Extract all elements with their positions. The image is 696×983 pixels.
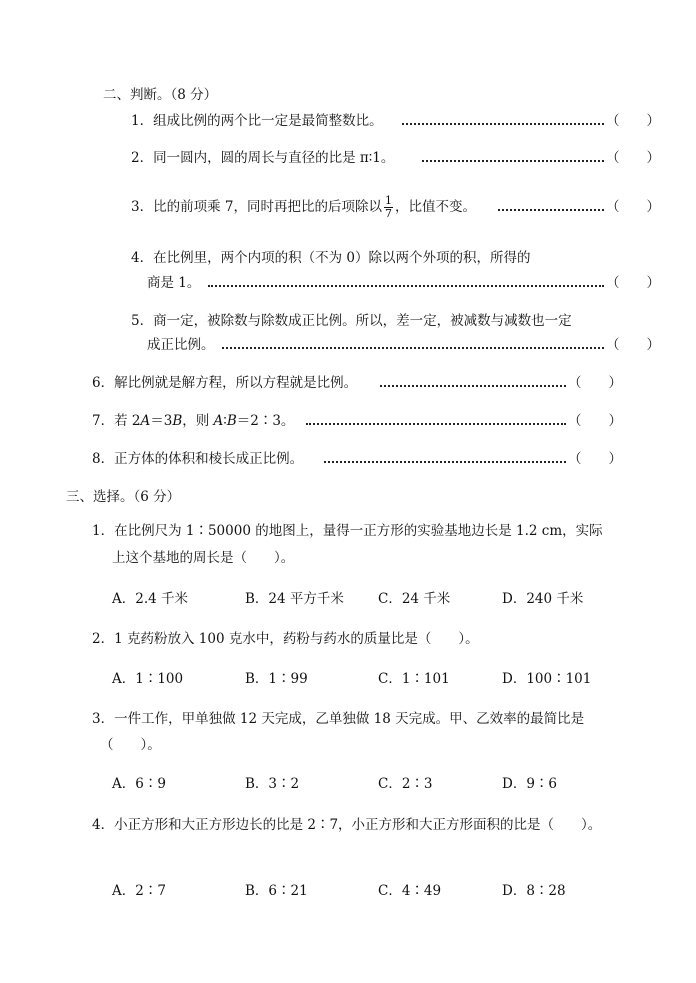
judgment-item-2: 2．同一圆内，圆的周长与直径的比是 π∶1。: [131, 150, 395, 166]
option-c[interactable]: C．2∶3: [378, 776, 433, 792]
leader-dots: [208, 285, 604, 287]
answer-blank[interactable]: （ ）: [568, 375, 622, 391]
option-b[interactable]: B．1∶99: [245, 671, 308, 687]
leader-dots: [498, 209, 604, 211]
answer-blank[interactable]: （ ）: [606, 199, 660, 215]
choice-question-3-line-2: （ ）。: [100, 737, 161, 753]
choice-question-1-line-2: 上这个基地的周长是（ ）。: [112, 550, 295, 566]
fraction-one-seventh: $\frac{1}{7}$: [384, 194, 392, 220]
leader-dots: [306, 423, 566, 425]
choice-question-3-line-1: 3．一件工作，甲单独做 12 天完成，乙单独做 18 天完成。甲、乙效率的最简比是: [92, 711, 585, 727]
option-c[interactable]: C．24 千米: [378, 591, 451, 607]
judgment-item-5-line-2: 成正比例。: [147, 337, 215, 353]
judgment-item-4-line-1: 4．在比例里，两个内项的积（不为 0）除以两个外项的积，所得的: [131, 250, 531, 266]
answer-blank[interactable]: （ ）: [606, 337, 660, 353]
option-d[interactable]: D．100∶101: [502, 671, 592, 687]
leader-dots: [402, 123, 604, 125]
option-a[interactable]: A．1∶100: [112, 671, 184, 687]
answer-blank[interactable]: （ ）: [568, 413, 622, 429]
answer-blank[interactable]: （ ）: [606, 113, 660, 129]
choice-question-4: 4．小正方形和大正方形边长的比是 2∶7，小正方形和大正方形面积的比是（ ）。: [92, 817, 602, 833]
judgment-item-6: 6．解比例就是解方程，所以方程就是比例。: [92, 375, 358, 391]
option-c[interactable]: C．1∶101: [378, 671, 450, 687]
choice-question-2: 2．1 克药粉放入 100 克水中，药粉与药水的质量比是（ ）。: [92, 631, 479, 647]
answer-blank[interactable]: （ ）: [568, 451, 622, 467]
leader-dots: [380, 385, 566, 387]
judgment-item-1: 1．组成比例的两个比一定是最简整数比。: [131, 113, 383, 129]
option-c[interactable]: C．4∶49: [378, 883, 442, 899]
option-b[interactable]: B．6∶21: [245, 883, 308, 899]
answer-blank[interactable]: （ ）: [606, 150, 660, 166]
option-b[interactable]: B．3∶2: [245, 776, 300, 792]
judgment-item-7: 7．若 2A＝3B，则 A∶B＝2∶3。: [92, 413, 295, 429]
judgment-item-8: 8．正方体的体积和棱长成正比例。: [92, 451, 304, 467]
option-b[interactable]: B．24 平方千米: [245, 591, 344, 607]
option-a[interactable]: A．2.4 千米: [112, 591, 189, 607]
option-d[interactable]: D．9∶6: [502, 776, 558, 792]
leader-dots: [222, 347, 604, 349]
judgment-item-4-line-2: 商是 1。: [147, 275, 201, 291]
answer-blank[interactable]: （ ）: [606, 275, 660, 291]
judgment-item-5-line-1: 5．商一定，被除数与除数成正比例。所以，差一定，被减数与减数也一定: [131, 313, 572, 329]
option-d[interactable]: D．240 千米: [502, 591, 584, 607]
section-2-heading: 二、判断。（8 分）: [103, 87, 218, 103]
leader-dots: [324, 461, 566, 463]
judgment-item-3: 3．比的前项乘 7，同时再把比的后项除以 $\frac{1}{7}$ ，比值不变。: [131, 194, 476, 220]
option-a[interactable]: A．2∶7: [112, 883, 166, 899]
option-a[interactable]: A．6∶9: [112, 776, 166, 792]
option-d[interactable]: D．8∶28: [502, 883, 566, 899]
choice-question-1-line-1: 1．在比例尺为 1∶50000 的地图上，量得一正方形的实验基地边长是 1.2 cm，实际: [92, 523, 603, 539]
leader-dots: [422, 160, 604, 162]
section-3-heading: 三、选择。（6 分）: [66, 489, 181, 505]
